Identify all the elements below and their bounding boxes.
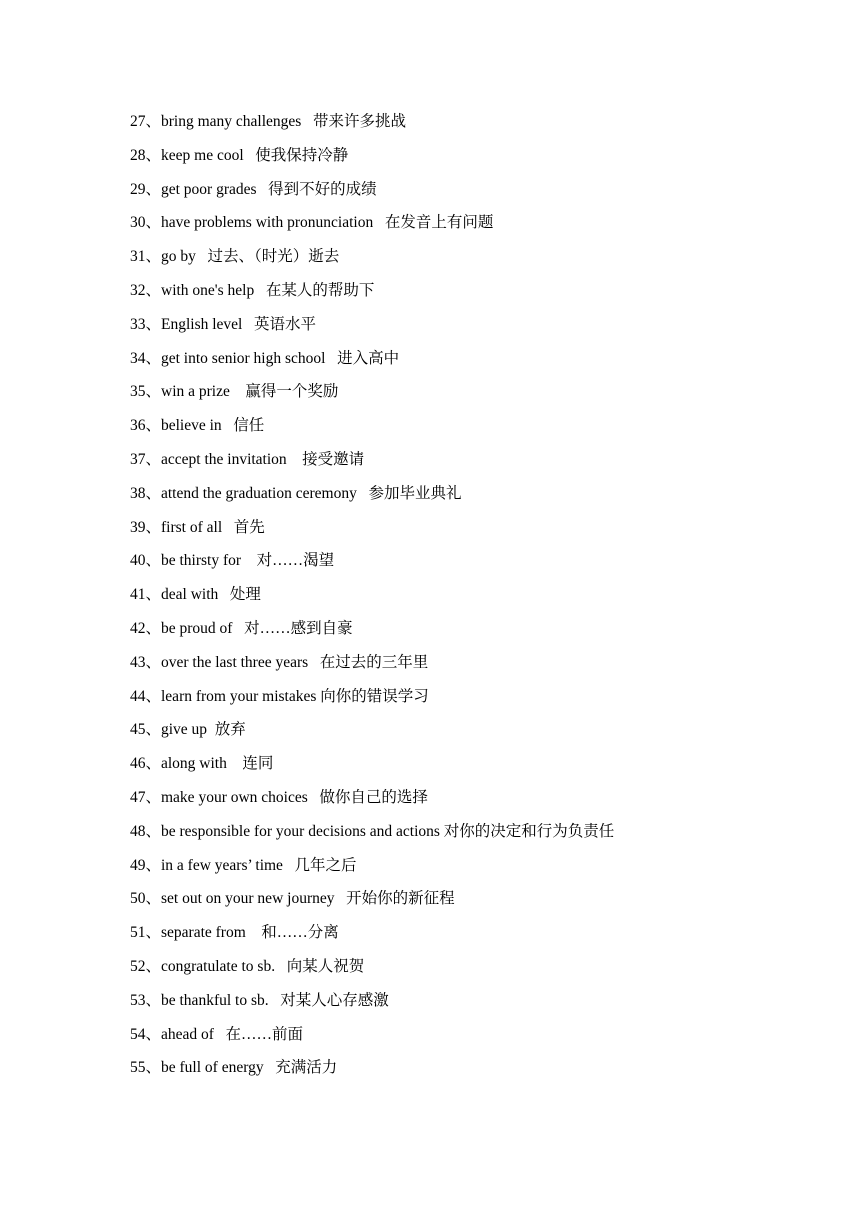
- list-item: 27、bring many challenges 带来许多挑战: [130, 113, 406, 130]
- list-item: 44、learn from your mistakes 向你的错误学习: [130, 687, 429, 705]
- list-item: 55、be full of energy 充满活力: [130, 1059, 338, 1077]
- list-item: 39、first of all 首先: [130, 518, 265, 536]
- list-item: 30、have problems with pronunciation 在发音上有问题: [130, 214, 494, 232]
- list-item: 50、set out on your new journey 开始你的新征程: [130, 890, 455, 908]
- list-item: 54、ahead of 在……前面: [130, 1025, 304, 1043]
- list-item: 34、get into senior high school 进入高中: [130, 349, 400, 367]
- list-item: 41、deal with 处理: [130, 586, 261, 604]
- list-item: 48、be responsible for your decisions and actions 对你的决定和行为负责任: [130, 822, 615, 840]
- list-item: 49、in a few years’ time 几年之后: [130, 856, 357, 874]
- list-item: 37、accept the invitation 接受邀请: [130, 450, 365, 468]
- list-item: 32、with one's help 在某人的帮助下: [130, 281, 375, 299]
- list-item: 38、attend the graduation ceremony 参加毕业典礼: [130, 484, 462, 502]
- list-item: 43、over the last three years 在过去的三年里: [130, 653, 429, 671]
- list-item: 33、English level 英语水平: [130, 315, 316, 333]
- list-item: 45、give up 放弃: [130, 721, 246, 739]
- list-item: 36、believe in 信任: [130, 417, 265, 435]
- list-item: 46、along with 连同: [130, 755, 274, 773]
- list-item: 51、separate from 和……分离: [130, 924, 339, 942]
- list-item: 35、win a prize 赢得一个奖励: [130, 383, 339, 401]
- list-item: 31、go by 过去、（时光）逝去: [130, 248, 340, 266]
- list-item: 52、congratulate to sb. 向某人祝贺: [130, 957, 365, 975]
- list-item: 29、get poor grades 得到不好的成绩: [130, 180, 377, 198]
- vocabulary-list: [130, 105, 614, 1085]
- list-item: 40、be thirsty for 对……渴望: [130, 552, 335, 570]
- list-item: 42、be proud of 对……感到自豪: [130, 619, 353, 637]
- list-item: 28、keep me cool 使我保持冷静: [130, 146, 349, 164]
- list-item: 53、be thankful to sb. 对某人心存感激: [130, 991, 389, 1009]
- list-item: 47、make your own choices 做你自己的选择: [130, 788, 428, 806]
